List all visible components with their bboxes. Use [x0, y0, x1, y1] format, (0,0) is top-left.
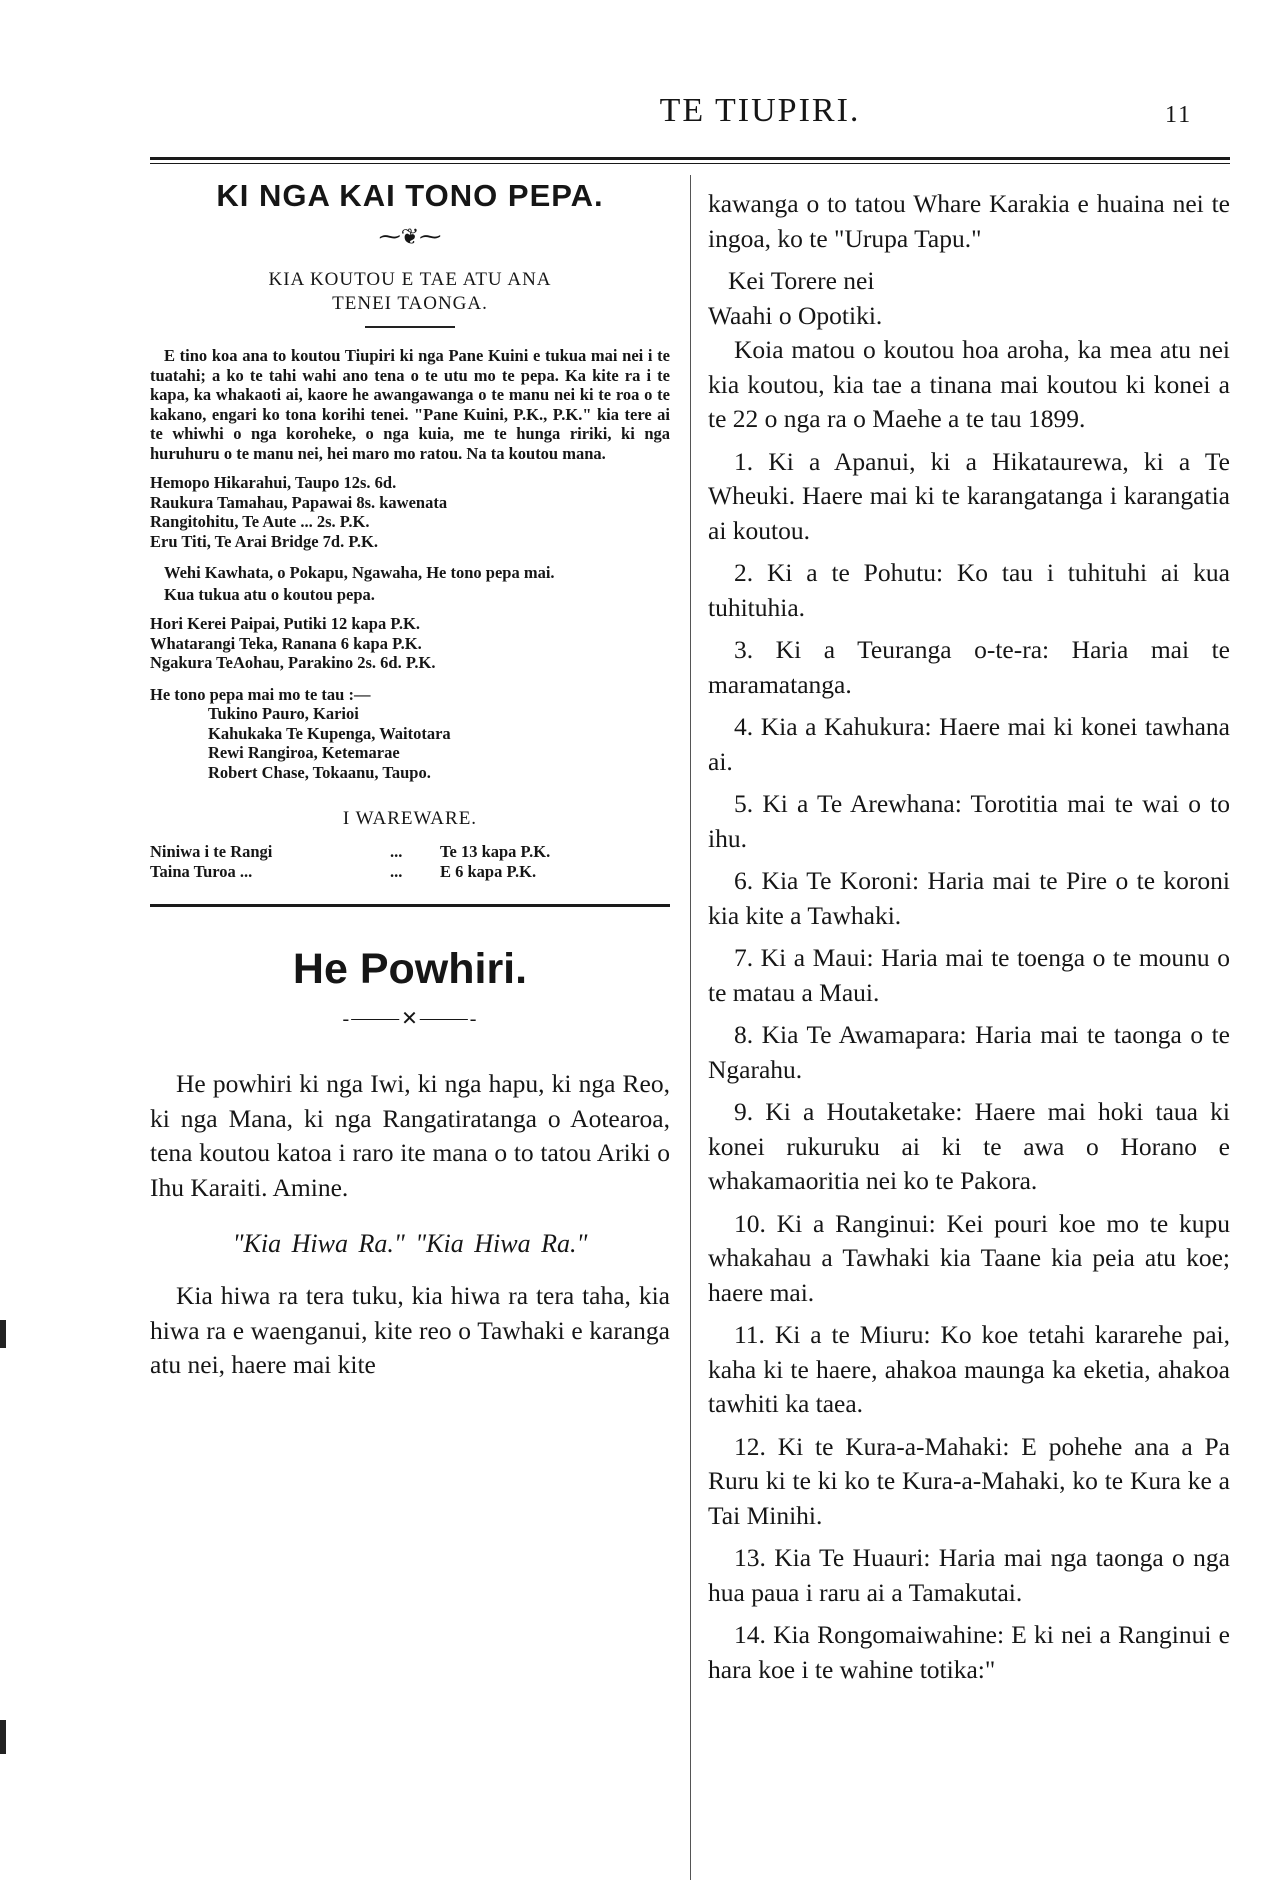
ornament-icon: -⸻✕⸻- [342, 1008, 478, 1030]
list-intro: He tono pepa mai mo te tau :— [150, 684, 371, 704]
powhiri-paragraph: He powhiri ki nga Iwi, ki nga hapu, ki nga Reo, ki nga Mana, ki nga Rangatiratanga o Aotearoa, tena koutou katoa i raro ite mana o to tatou Ariki o Ihu Karaiti. Amine. [150, 1069, 670, 1202]
payment-list [150, 473, 670, 551]
list-item: Rangitohitu, Te Aute ... 2s. P.K. [150, 512, 370, 531]
section-heading: KI NGA KAI TONO PEPA. [216, 178, 604, 213]
list-item: Tukino Pauro, Karioi [208, 704, 359, 723]
page-number: 11 [1165, 102, 1193, 128]
wareware-heading: I WAREWARE. [342, 808, 478, 829]
kia-hiwa-line: "Kia Hiwa Ra." "Kia Hiwa Ra." [232, 1229, 588, 1258]
right-column [708, 187, 1230, 1695]
wareware-name: Niniwa i te Rangi [150, 842, 273, 861]
binding-mark [0, 1720, 6, 1754]
divider [365, 326, 455, 328]
list-item: 12. Ki te Kura-a-Mahaki: E pohehe ana a Pa Ruru ki te ki ko te Kura-a-Mahaki, ko te Kura ke a Tai Minihi. [708, 1431, 1230, 1530]
wareware-amount: E 6 kapa P.K. [440, 862, 537, 881]
list-item: 6. Kia Te Koroni: Haria mai te Pire o te koroni kia kite a Tawhaki. [708, 866, 1230, 930]
list-item: Kahukaka Te Kupenga, Waitotara [208, 723, 451, 743]
kia-hiwa-paragraph: Kia hiwa ra tera tuku, kia hiwa ra tera taha, kia hiwa ra e waenganui, kite reo o Tawhaki e karanga atu nei, haere mai kite [150, 1281, 670, 1379]
list-item: Raukura Tamahau, Papawai 8s. kawenata [150, 492, 448, 512]
list-item: 14. Kia Rongomaiwahine: E ki nei a Ranginui e hara koe i te wahine totika:" [708, 1620, 1230, 1684]
list-item: Whatarangi Teka, Ranana 6 kapa P.K. [150, 633, 422, 653]
papers-list [150, 614, 670, 673]
wareware-amount: Te 13 kapa P.K. [440, 842, 551, 861]
running-title: TE TIUPIRI. [659, 92, 861, 129]
subheading [150, 268, 670, 316]
subheading-line: KIA KOUTOU E TAE ATU ANA [268, 269, 552, 290]
wareware-row [150, 842, 670, 862]
list-item: Eru Titi, Te Arai Bridge 7d. P.K. [150, 531, 378, 551]
requests-list [150, 685, 670, 783]
list-item: Rewi Rangiroa, Ketemarae [208, 743, 400, 762]
notice-paragraph: Kua tukua atu o koutou pepa. [164, 584, 375, 604]
wareware-dots: ... [390, 862, 403, 881]
list-item: 3. Ki a Teuranga o-te-ra: Haria mai te maramatanga. [708, 635, 1230, 699]
invite-paragraph: Koia matou o koutou hoa aroha, ka mea atu nei kia koutou, kia tae a tinana mai koutou ki konei a te 22 o nga ra o Maehe a te tau 1899. [708, 335, 1230, 433]
ornament-icon: ⁓❦⁓ [378, 224, 442, 249]
list-item: 1. Ki a Apanui, ki a Hikataurewa, ki a Te Wheuki. Haere mai ki te karangatanga i karangatia ai koutou. [708, 446, 1230, 545]
opening-paragraph: kawanga o to tatou Whare Karakia e huaina nei te ingoa, ko te "Urupa Tapu." [708, 189, 1230, 253]
list-item: 5. Ki a Te Arewhana: Torotitia mai te wai o to ihu. [708, 789, 1230, 853]
intro-paragraph: E tino koa ana to koutou Tiupiri ki nga Pane Kuini e tukua mai nei i te tuatahi; a ko te tahi wahi ano tena o te utu mo te pepa. Ka kite ra i te kapa, ka whakaoti ai, kaore he awangawanga o te manu nei ki te roa o te kakano, engari ko tona korihi tenei. "Pane Kuini, P.K., P.K." kia tere ai te whiwhi o nga koroheke, o nga kuia, me te hunga ririki, ki nga huruhuru o te manu nei, hei maro mo ratou. Na ta koutou mana. [150, 346, 670, 463]
sign-place: Kei Torere nei [728, 266, 875, 295]
page-header [0, 92, 1280, 142]
list-item: 10. Ki a Ranginui: Kei pouri koe mo te kupu whakahau a Tawhaki kia Taane kia peia atu koe; haere mai. [708, 1208, 1230, 1307]
binding-mark [0, 1320, 6, 1348]
list-item: 4. Kia a Kahukura: Haere mai ki konei tawhana ai. [708, 712, 1230, 776]
list-item: 7. Ki a Maui: Haria mai te toenga o te mounu o te matau a Maui. [708, 943, 1230, 1007]
column-divider [690, 175, 691, 1880]
list-item: Robert Chase, Tokaanu, Taupo. [208, 762, 431, 782]
list-item: 13. Kia Te Huauri: Haria mai nga taonga o nga hua paua i raru ai a Tamakutai. [708, 1543, 1230, 1607]
list-item: 11. Ki a te Miuru: Ko koe tetahi kararehe pai, kaha ki te haere, ahakoa maunga ka eketia, ahakoa tawhiti ka taea. [708, 1320, 1230, 1418]
list-item: 9. Ki a Houtaketake: Haere mai hoki taua ki konei rukuruku ai ki te awa o Horano e whakamaoritia nei ko te Pakora. [708, 1097, 1230, 1195]
list-item: Ngakura TeAohau, Parakino 2s. 6d. P.K. [150, 653, 436, 672]
list-item: Hemopo Hikarahui, Taupo 12s. 6d. [150, 473, 397, 492]
header-rule [150, 157, 1230, 160]
wareware-name: Taina Turoa ... [150, 862, 253, 881]
section-rule [150, 904, 670, 907]
wareware-dots: ... [390, 842, 403, 861]
wareware-row [150, 862, 670, 882]
notice-paragraph: Wehi Kawhata, o Pokapu, Ngawaha, He tono pepa mai. [164, 563, 555, 582]
list-item: 2. Ki a te Pohutu: Ko tau i tuhituhi ai kua tuhituhia. [708, 558, 1230, 622]
left-column [150, 178, 670, 1407]
powhiri-heading: He Powhiri. [292, 945, 528, 993]
sign-region: Waahi o Opotiki. [708, 300, 883, 330]
header-rule-thin [150, 163, 1230, 164]
list-item: 8. Kia Te Awamapara: Haria mai te taonga o te Ngarahu. [708, 1020, 1230, 1084]
subheading-line: TENEI TAONGA. [332, 293, 488, 314]
list-item: Hori Kerei Paipai, Putiki 12 kapa P.K. [150, 614, 420, 633]
